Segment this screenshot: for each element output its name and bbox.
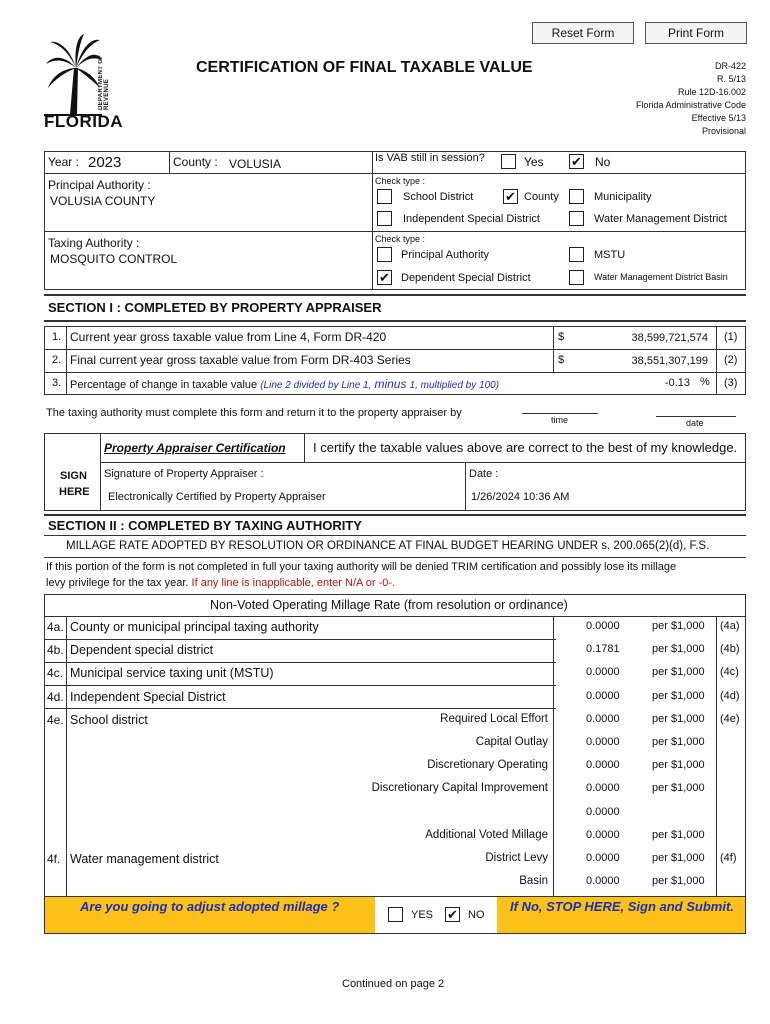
millage-row-per: per $1,000 bbox=[652, 782, 705, 795]
millage-row-label: County or municipal principal taxing authority bbox=[70, 620, 319, 634]
wmd-checkbox[interactable] bbox=[569, 211, 584, 226]
millage-row-num: 4b. bbox=[47, 643, 64, 658]
wmd-basin-label: Water Management District Basin bbox=[594, 272, 728, 282]
time-label: time bbox=[551, 415, 569, 425]
warning-note: If any line is inapplicable, enter N/A or -0-. bbox=[191, 577, 396, 589]
millage-row-value[interactable]: 0.0000 bbox=[586, 620, 620, 632]
millage-row-value[interactable]: 0.0000 bbox=[586, 828, 620, 841]
millage-row-per: per $1,000 bbox=[652, 852, 705, 864]
millage-row-per: per $1,000 bbox=[652, 689, 705, 702]
millage-row-num: 4d. bbox=[47, 689, 64, 704]
vab-question: Is VAB still in session? bbox=[375, 152, 485, 164]
page-title: CERTIFICATION OF FINAL TAXABLE VALUE bbox=[196, 59, 533, 76]
check-type-label: Check type : bbox=[375, 176, 426, 186]
dsd-label: Dependent Special District bbox=[401, 272, 531, 284]
millage-row-subtype: District Levy bbox=[485, 852, 548, 864]
millage-row-num: 4f. bbox=[47, 852, 61, 866]
taxing-authority-label: Taxing Authority : bbox=[48, 236, 140, 250]
millage-row-code: (4d) bbox=[720, 689, 740, 702]
continued-note: Continued on page 2 bbox=[342, 978, 445, 990]
print-form-button[interactable]: Print Form bbox=[645, 22, 747, 44]
isd-label: Independent Special District bbox=[403, 213, 540, 225]
millage-row-per: per $1,000 bbox=[652, 759, 705, 772]
nonvoted-heading: Non-Voted Operating Millage Rate (from resolution or ordinance) bbox=[210, 598, 568, 612]
millage-row-subtype: Required Local Effort bbox=[440, 712, 548, 725]
millage-row-value[interactable]: 0.0000 bbox=[586, 759, 620, 772]
row-1-currency: $ bbox=[558, 331, 565, 343]
county-checkbox[interactable]: ✔ bbox=[503, 189, 518, 204]
millage-row-label: Dependent special district bbox=[70, 643, 214, 658]
school-district-label: School District bbox=[403, 191, 474, 203]
principal-authority-checkbox[interactable] bbox=[377, 247, 392, 262]
millage-row-label: School district bbox=[70, 712, 148, 727]
reset-form-button[interactable]: Reset Form bbox=[532, 22, 634, 44]
millage-heading: MILLAGE RATE ADOPTED BY RESOLUTION OR ORDINANCE AT FINAL BUDGET HEARING UNDER s. 200.065(2)(d), F.S. bbox=[66, 540, 710, 552]
row-3-note-b: minus bbox=[374, 377, 407, 391]
year-label: Year : bbox=[48, 155, 79, 169]
sign-label-1: SIGN bbox=[60, 470, 87, 482]
millage-row-code: (4b) bbox=[720, 643, 740, 656]
adjust-yes-checkbox[interactable] bbox=[388, 907, 403, 922]
section-2-title: SECTION II : COMPLETED BY TAXING AUTHORITY bbox=[48, 518, 362, 533]
county-label: County : bbox=[173, 155, 218, 169]
millage-row-value[interactable]: 0.0000 bbox=[586, 875, 620, 888]
millage-row-subtype: Additional Voted Millage bbox=[425, 828, 548, 841]
wmd-basin-checkbox[interactable] bbox=[569, 270, 584, 285]
stop-note: If No, STOP HERE, Sign and Submit. bbox=[510, 899, 734, 914]
millage-row-value[interactable]: 0.0000 bbox=[586, 736, 620, 748]
logo-department-text: DEPARTMENT OF REVENUE bbox=[98, 54, 110, 110]
millage-row-subtype: Discretionary Capital Improvement bbox=[371, 782, 548, 795]
warning-text: levy privilege for the tax year. bbox=[46, 577, 189, 589]
row-3-note-c: 1, multiplied by 100) bbox=[409, 380, 500, 391]
row-1-value[interactable]: 38,599,721,574 bbox=[631, 332, 708, 344]
row-1-label: Current year gross taxable value from Line 4, Form DR-420 bbox=[70, 330, 387, 344]
mstu-checkbox[interactable] bbox=[569, 247, 584, 262]
year-input[interactable]: 2023 bbox=[88, 154, 122, 171]
row-3-code: (3) bbox=[724, 377, 738, 389]
form-provisional: Provisional bbox=[701, 126, 746, 136]
vab-yes-checkbox[interactable] bbox=[501, 154, 516, 169]
millage-row-code: (4f) bbox=[720, 852, 737, 864]
row-2-label: Final current year gross taxable value from Form DR-403 Series bbox=[70, 353, 411, 367]
certification-title: Property Appraiser Certification bbox=[104, 441, 286, 455]
sign-label-2: HERE bbox=[59, 486, 90, 498]
millage-row-value[interactable]: 0.0000 bbox=[586, 689, 620, 702]
millage-row-value[interactable]: 0.0000 bbox=[586, 805, 620, 818]
vab-no-checkbox[interactable]: ✔ bbox=[569, 154, 584, 169]
millage-row-code: (4c) bbox=[720, 666, 739, 679]
mstu-label: MSTU bbox=[594, 249, 626, 261]
isd-checkbox[interactable] bbox=[377, 211, 392, 226]
adjust-yes-label: YES bbox=[411, 909, 434, 921]
certification-text: I certify the taxable values above are correct to the best of my knowledge. bbox=[313, 440, 738, 455]
adjust-no-label: NO bbox=[468, 909, 485, 921]
logo-florida-text: FLORIDA bbox=[44, 112, 124, 131]
millage-row-code: (4a) bbox=[720, 620, 740, 632]
millage-row-value[interactable]: 0.0000 bbox=[586, 782, 620, 795]
millage-row-value[interactable]: 0.1781 bbox=[586, 643, 620, 656]
date-line-label: date bbox=[686, 418, 704, 428]
return-instructions: The taxing authority must complete this form and return it to the property appraiser by bbox=[46, 407, 462, 419]
adjust-millage-question: Are you going to adjust adopted millage ? bbox=[80, 899, 340, 914]
vab-yes-label: Yes bbox=[524, 155, 544, 169]
row-3-pct: % bbox=[700, 376, 710, 388]
municipality-label: Municipality bbox=[594, 191, 652, 203]
form-rule: Rule 12D-16.002 bbox=[677, 87, 746, 97]
signature-label: Signature of Property Appraiser : bbox=[104, 468, 264, 480]
county-input[interactable]: VOLUSIA bbox=[229, 157, 282, 171]
signature-field[interactable]: Electronically Certified by Property Appraiser bbox=[108, 491, 326, 503]
principal-type-label: Principal Authority bbox=[401, 249, 490, 261]
warning-line-1: If this portion of the form is not completed in full your taxing authority will be denied TRIM certification and possibly lose its millage bbox=[46, 561, 677, 573]
millage-row-subtype: Discretionary Operating bbox=[427, 759, 548, 772]
millage-row-value[interactable]: 0.0000 bbox=[586, 852, 620, 864]
row-2-code: (2) bbox=[724, 354, 738, 366]
millage-row-per: per $1,000 bbox=[652, 666, 705, 679]
row-1-code: (1) bbox=[724, 331, 738, 343]
millage-row-per: per $1,000 bbox=[652, 875, 705, 888]
millage-row-label: Municipal service taxing unit (MSTU) bbox=[70, 666, 274, 681]
millage-row-per: per $1,000 bbox=[652, 620, 705, 632]
school-district-checkbox[interactable] bbox=[377, 189, 392, 204]
row-2-num: 2. bbox=[52, 354, 62, 366]
adjust-no-checkbox[interactable]: ✔ bbox=[445, 907, 460, 922]
form-effective: Effective 5/13 bbox=[691, 113, 746, 123]
millage-row-subtype: Basin bbox=[519, 875, 548, 888]
millage-row-per: per $1,000 bbox=[652, 736, 705, 748]
vab-no-label: No bbox=[595, 155, 611, 169]
form-code: Florida Administrative Code bbox=[635, 100, 746, 110]
section-1-title: SECTION I : COMPLETED BY PROPERTY APPRAISER bbox=[48, 300, 382, 315]
form-info bbox=[636, 60, 746, 138]
millage-row-per: per $1,000 bbox=[652, 712, 705, 725]
row-1-num: 1. bbox=[52, 331, 62, 343]
millage-row-label: Water management district bbox=[70, 852, 219, 866]
row-3-label bbox=[70, 377, 499, 391]
check-type-label-2: Check type : bbox=[375, 234, 426, 244]
warning-line-2 bbox=[46, 577, 395, 589]
form-revision: R. 5/13 bbox=[716, 74, 746, 84]
millage-row-num: 4a. bbox=[47, 620, 64, 634]
millage-row-per: per $1,000 bbox=[652, 643, 705, 656]
millage-row-label: Independent Special District bbox=[70, 689, 226, 704]
cert-date-field[interactable]: 1/26/2024 10:36 AM bbox=[471, 491, 570, 503]
millage-row-num: 4c. bbox=[47, 666, 64, 681]
row-3-num: 3. bbox=[52, 377, 62, 389]
dsd-checkbox[interactable]: ✔ bbox=[377, 270, 392, 285]
millage-row-value[interactable]: 0.0000 bbox=[586, 666, 620, 679]
municipality-checkbox[interactable] bbox=[569, 189, 584, 204]
form-id: DR-422 bbox=[714, 61, 746, 71]
millage-row-num: 4e. bbox=[47, 712, 64, 727]
cert-date-label: Date : bbox=[469, 468, 499, 480]
taxing-authority-input[interactable]: MOSQUITO CONTROL bbox=[50, 252, 178, 266]
row-3-note-a: (Line 2 divided by Line 1, bbox=[260, 380, 372, 391]
wmd-label: Water Management District bbox=[594, 213, 727, 225]
row-3-label-text: Percentage of change in taxable value bbox=[70, 379, 258, 391]
millage-row-per: per $1,000 bbox=[652, 828, 705, 841]
principal-authority-label: Principal Authority : bbox=[48, 178, 151, 192]
row-3-value[interactable]: -0.13 bbox=[664, 377, 690, 389]
row-2-value[interactable]: 38,551,307,199 bbox=[631, 355, 708, 367]
millage-row-value[interactable]: 0.0000 bbox=[586, 712, 620, 725]
millage-row-subtype: Capital Outlay bbox=[475, 736, 548, 748]
millage-row-code: (4e) bbox=[720, 712, 740, 725]
county-type-label: County bbox=[524, 191, 559, 203]
principal-authority-input[interactable]: VOLUSIA COUNTY bbox=[50, 194, 156, 208]
row-2-currency: $ bbox=[558, 354, 565, 366]
